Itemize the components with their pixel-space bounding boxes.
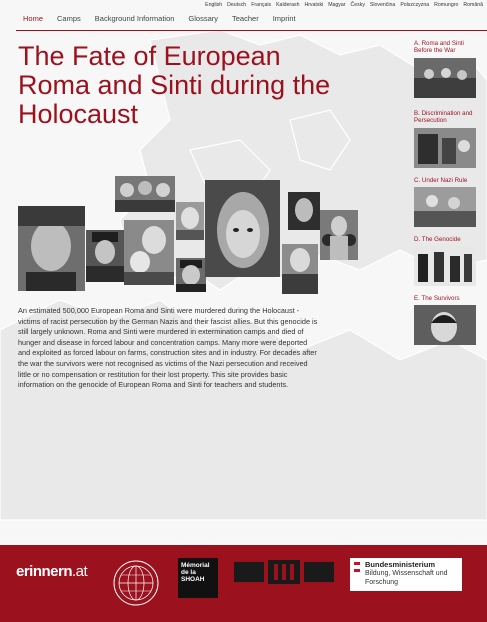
photo-woman-small [288,192,320,230]
ministry-title: Bundesministerium [365,560,436,569]
language-bar [190,2,483,8]
lang-romana[interactable]: Română [463,2,483,8]
lang-slovencina[interactable]: Slovenčina [369,2,396,8]
photo-girl-portrait [18,206,85,291]
nav-divider [16,30,487,31]
lang-cesky[interactable]: Česky [350,2,365,8]
photo-woman-headscarf [205,180,280,277]
lang-polszczyzna[interactable]: Polszczyzna [400,2,430,8]
austria-flag-icon [354,562,360,572]
main-nav [16,14,303,23]
thumbnail-image [414,58,476,98]
documentation-centre-logo[interactable] [234,558,334,588]
thumbnail-image [414,128,476,168]
ministry-logo[interactable] [350,558,462,591]
ministry-subtitle: Bildung, Wissenschaft und Forschung [365,570,448,586]
lang-english[interactable]: English [205,2,223,8]
nav-glossary[interactable]: Glossary [188,14,219,23]
photo-old-man-military [282,244,318,294]
photo-family-group [115,176,175,212]
nav-background-information[interactable]: Background Information [94,14,175,23]
erinnern-logo-suffix: .at [72,563,88,580]
nav-camps[interactable]: Camps [57,14,81,23]
sidebar-item-label: E. The Survivors [414,295,460,302]
sidebar-item-discrimination[interactable] [414,110,482,168]
sidebar-item-label: A. Roma and Sinti Before the War [414,40,464,55]
sidebar-item-before-the-war[interactable] [414,40,482,98]
lang-francais[interactable]: Français [251,2,272,8]
photo-mother-child [124,220,174,285]
sidebar-item-label: B. Discrimination and Persecution [414,110,473,125]
sidebar-item-label: D. The Genocide [414,236,461,243]
sidebar-item-the-genocide[interactable] [414,236,482,286]
intro-text: An estimated 500,000 European Roma and Sinti were murdered during the Holocaust - victims of racist persecution by the German Nazis and their fascist allies. But this genocide is still largely unknown. Roma and Sinti were murdered in extermination camps and died of hunger and disease in forced labour and concentration camps. Many more were deported and exploited as forced labour on farms, construction sites and in industry. For decades after the war the survivors were not recognised as victims of the Nazi persecution and received little or no compensation or restitution for their lost property. This site provides basic information on the genocide of European Roma and Sinti for teachers and students. [18,306,318,390]
globe-seal-logo[interactable] [112,558,160,608]
nav-imprint[interactable]: Imprint [272,14,296,23]
lang-magyar[interactable]: Magyar [328,2,346,8]
lang-deutsch[interactable]: Deutsch [227,2,247,8]
lang-hrvatski[interactable]: Hrvatski [304,2,324,8]
photo-boy-small [176,202,204,240]
lang-kalderash[interactable]: Kalderash [276,2,300,8]
sidebar-item-label: C. Under Nazi Rule [414,177,468,184]
footer [0,545,487,622]
nav-home[interactable]: Home [23,14,44,23]
thumbnail-image [414,246,476,286]
erinnern-logo-text: erinnern [16,563,73,580]
nav-teacher[interactable]: Teacher [232,14,259,23]
photo-boy-portrait [176,258,206,292]
memorial-shoah-text: Mémorial de la SHOAH [181,562,210,583]
thumbnail-image [414,187,476,227]
sidebar-item-the-survivors[interactable] [414,295,482,345]
photo-boy-uniform [86,230,124,282]
sidebar-item-under-nazi-rule[interactable] [414,177,482,227]
memorial-shoah-logo[interactable] [178,558,218,598]
lang-romungro[interactable]: Romungro [434,2,459,8]
thumbnail-image [414,305,476,345]
page-title: The Fate of European Roma and Sinti during the Holocaust [18,41,331,129]
erinnern-logo[interactable] [16,563,87,580]
photo-boxer [320,210,358,260]
